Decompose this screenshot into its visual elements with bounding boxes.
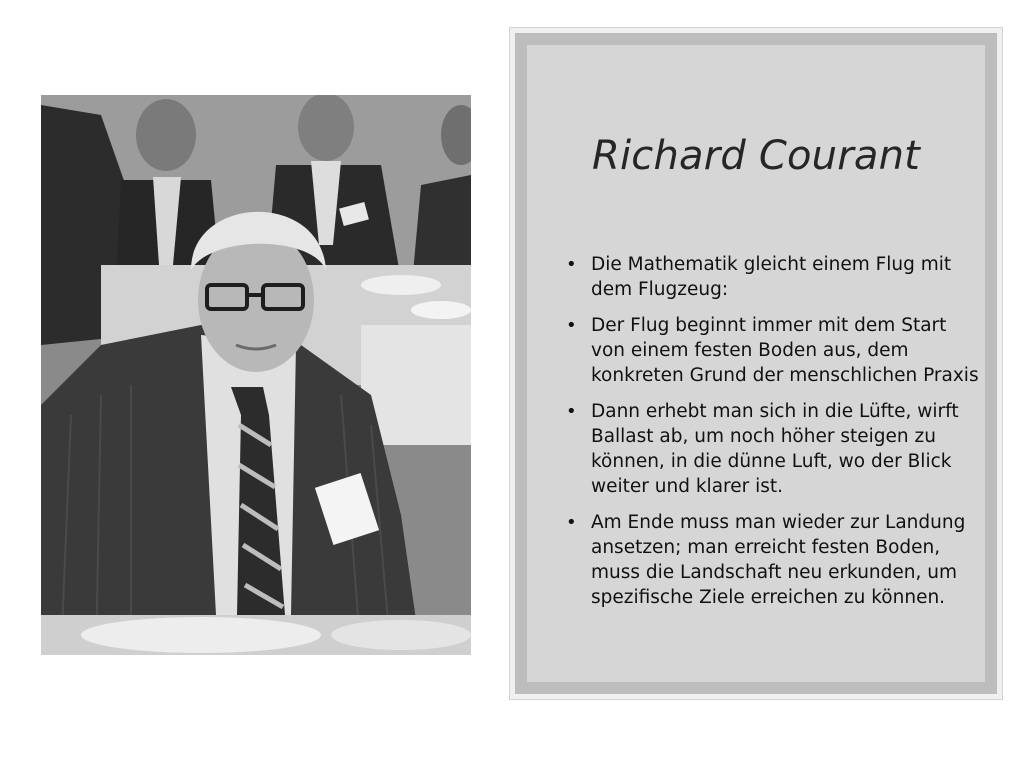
text-frame — [509, 27, 1003, 700]
bullet-list — [564, 252, 984, 621]
bullet-item: • Dann erhebt man sich in die Lüfte, wirft Ballast ab, um noch höher steigen zu können, in die dünne Luft, wo der Blick weiter und klarer ist. — [564, 399, 984, 499]
portrait-photo-icon — [41, 95, 471, 655]
text-frame-border — [515, 33, 997, 694]
bullet-item: • Am Ende muss man wieder zur Landung ansetzen; man erreicht festen Boden, muss die Landschaft neu erkunden, um spezifische Ziele erreichen zu können. — [564, 510, 984, 610]
bullet-item: • Der Flug beginnt immer mit dem Start von einem festen Boden aus, dem konkreten Grund der menschlichen Praxis — [564, 313, 984, 388]
bullet-item: • Die Mathematik gleicht einem Flug mit dem Flugzeug: — [564, 252, 984, 302]
text-panel — [527, 45, 985, 682]
slide-title: Richard Courant — [591, 133, 921, 179]
portrait-photo — [41, 95, 471, 655]
